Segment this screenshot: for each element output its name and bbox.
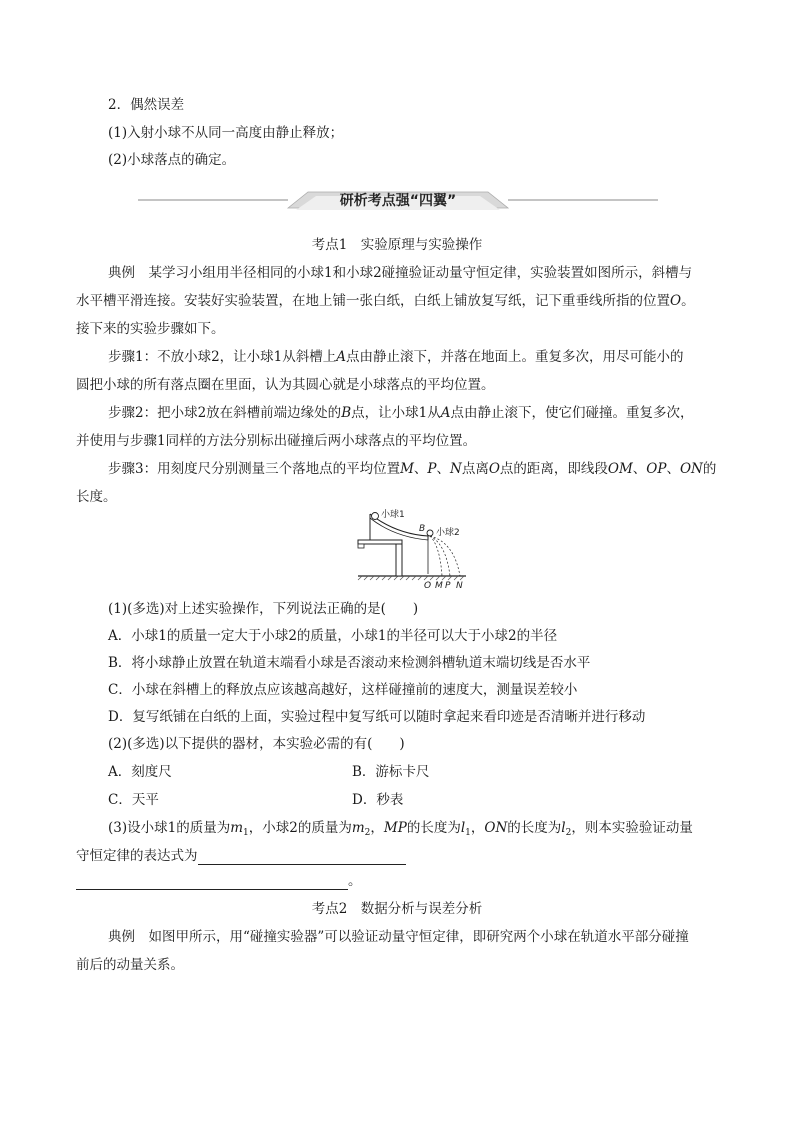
punct: ， (470, 820, 485, 836)
step2-line1 (108, 404, 693, 422)
section-banner (138, 186, 658, 214)
point-A: A (336, 349, 347, 365)
topic1-intro-line3: 接下来的实验步骤如下。 (76, 321, 225, 337)
errors-item-1: (1)入射小球不从同一高度由静止释放； (108, 125, 344, 141)
intro-text: 水平槽平滑连接。安装好实验装置，在地上铺一张白纸，白纸上铺放复写纸，记下重垂线所指的位置 (76, 293, 670, 309)
label-B: B (419, 524, 426, 534)
banner-title: 研析考点强“四翼” (339, 193, 457, 209)
q1-option-d: D．复写纸铺在白纸的上面，实验过程中复写纸可以随时拿起来看印迹是否清晰并进行移动 (108, 709, 646, 725)
step-text: 点由静止滚下，并落在地面上。重复多次，用尽可能小的 (346, 349, 684, 365)
answer-blank[interactable] (198, 850, 406, 865)
errors-item-2: (2)小球落点的确定。 (108, 152, 236, 168)
q1-option-a: A．小球1的质量一定大于小球2的质量，小球1的半径可以大于小球2的半径 (108, 628, 558, 644)
segment-OP: OP (646, 461, 667, 477)
step1-line1 (108, 348, 684, 366)
label-N: N (456, 581, 463, 591)
segment-MP: MP (383, 820, 407, 836)
step1-line2: 圆把小球的所有落点圈在里面，认为其圆心就是小球落点的平均位置。 (76, 377, 495, 393)
label-O: O (424, 581, 432, 591)
step3-line1 (108, 460, 716, 478)
subscript: 1 (243, 828, 249, 838)
punct: 。 (681, 293, 695, 309)
q2-stem: (2)(多选)以下提供的器材，本实验必需的有( ) (108, 736, 405, 752)
label-ball-1: 小球1 (381, 510, 405, 520)
q2-option-c: C．天平 (108, 792, 159, 808)
punct: ， (370, 820, 384, 836)
punct: 、 (436, 461, 451, 477)
var-m: m (351, 820, 365, 836)
step-text: 点的距离，即线段 (499, 461, 608, 477)
step-text: 点由静止滚下，使它们碰撞。重复多次， (450, 405, 694, 421)
subscript: 2 (364, 828, 371, 838)
punct: 、 (413, 461, 428, 477)
step-text: 步骤2：把小球2放在斜槽前端边缘处的 (108, 405, 342, 421)
q1-option-c: C．小球在斜槽上的释放点应该越高越好，这样碰撞前的速度大，测量误差较小 (108, 682, 578, 698)
q2-option-b: B．游标卡尺 (352, 764, 430, 780)
punct: 。 (348, 873, 362, 889)
answer-blank-continued[interactable] (76, 875, 348, 890)
q3-line3 (76, 872, 362, 890)
intro-text: 某学习小组用半径相同的小球1和小球2碰撞验证动量守恒定律，实验装置如图所示，斜槽与 (135, 265, 693, 281)
q2-option-a: A．刻度尺 (108, 764, 172, 780)
q3-text: ，小球2的质量为 (248, 820, 352, 836)
label-P: P (445, 581, 451, 591)
point-O: O (488, 461, 500, 477)
q3-text: (3)设小球1的质量为 (108, 820, 231, 836)
step-text: 步骤3：用刻度尺分别测量三个落地点的平均位置 (108, 461, 401, 477)
topic1-intro-line2 (76, 292, 695, 310)
punct: 、 (632, 461, 647, 477)
q1-option-b: B．将小球静止放置在轨道末端看小球是否滚动来检测斜槽轨道末端切线是否水平 (108, 655, 591, 671)
topic2-text: 如图甲所示，用“碰撞实验器”可以验证动量守恒定律，即研究两个小球在轨道水平部分碰撞 (135, 929, 689, 945)
example-label: 典例 (108, 929, 135, 945)
topic1-intro-line1 (108, 264, 692, 282)
point-P: P (427, 461, 437, 477)
segment-ON: ON (679, 461, 703, 477)
punct: 、 (666, 461, 680, 477)
point-N: N (450, 461, 462, 477)
topic2-line2: 前后的动量关系。 (76, 957, 184, 973)
point-O: O (670, 293, 682, 309)
q2-option-d: D．秒表 (352, 792, 404, 808)
point-B: B (341, 405, 352, 421)
q3-text: ，则本实验验证动量 (571, 820, 693, 836)
label-M: M (435, 581, 443, 591)
topic2-title: 考点2 数据分析与误差分析 (311, 901, 483, 917)
label-ball-2: 小球2 (436, 528, 460, 538)
q3-text: 的长度为 (406, 820, 461, 836)
segment-ON: ON (484, 820, 508, 836)
subscript: 2 (565, 828, 572, 838)
topic2-line1 (108, 928, 689, 946)
step-text: 点离 (461, 461, 489, 477)
step-text: 步骤1：不放小球2，让小球1从斜槽上 (108, 349, 337, 365)
q3-line1 (108, 819, 693, 837)
segment-OM: OM (607, 461, 633, 477)
q3-line2 (76, 847, 406, 865)
step2-line2: 并使用与步骤1同样的方法分别标出碰撞后两小球落点的平均位置。 (76, 433, 477, 449)
subscript: 1 (465, 828, 471, 838)
step-text: 的 (702, 461, 717, 477)
point-A: A (440, 405, 451, 421)
var-l: l (561, 820, 566, 836)
step-text: 点，让小球1从 (351, 405, 441, 421)
var-m: m (230, 820, 244, 836)
point-M: M (400, 461, 414, 477)
apparatus-figure (356, 506, 476, 592)
q3-text: 守恒定律的表达式为 (76, 848, 198, 864)
step3-line2: 长度。 (76, 489, 117, 505)
example-label: 典例 (108, 265, 135, 281)
q1-stem: (1)(多选)对上述实验操作，下列说法正确的是( ) (108, 601, 419, 617)
errors-heading: 2．偶然误差 (108, 97, 185, 113)
topic1-title: 考点1 实验原理与实验操作 (311, 237, 483, 253)
q3-text: 的长度为 (507, 820, 562, 836)
var-l: l (460, 820, 466, 836)
